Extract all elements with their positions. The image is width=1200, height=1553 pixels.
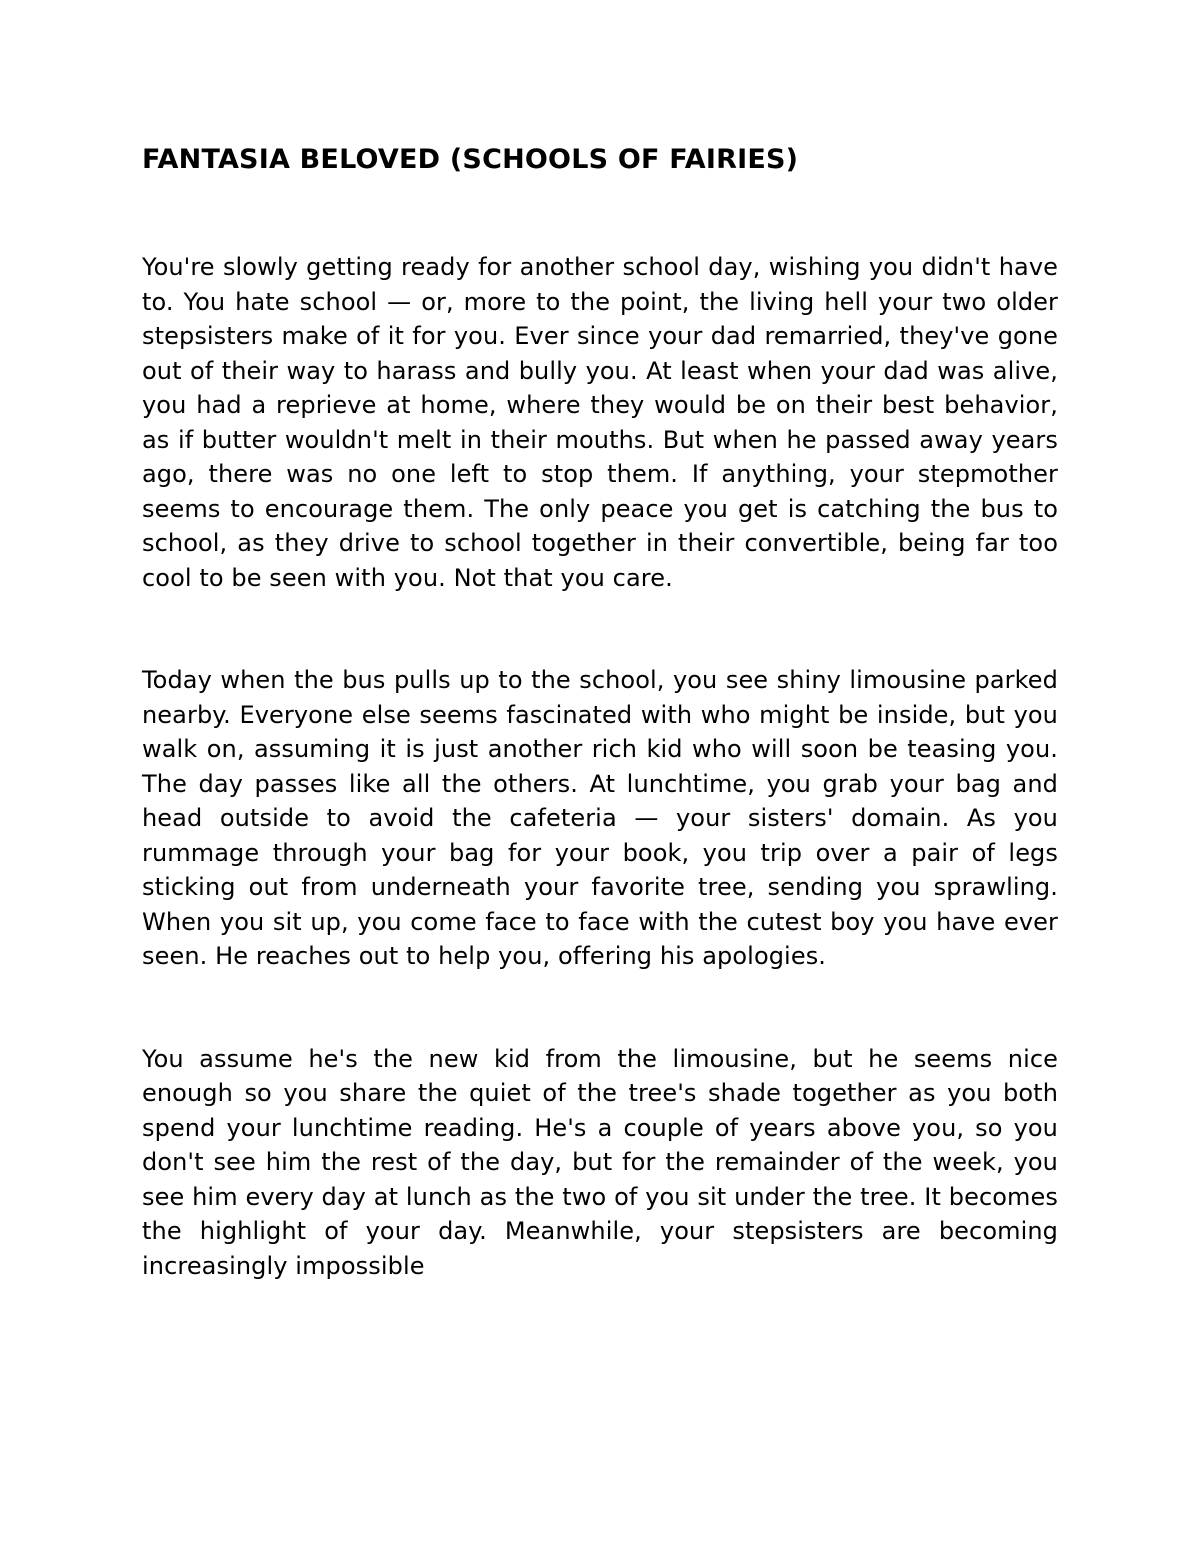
paragraph-3: You assume he's the new kid from the limousine, but he seems nice enough so you share the quiet of the tree's shade together as you both spend your lunchtime reading. He's a couple of years above you, so you don't see him the rest of the day, but for the remainder of the week, you see him every day at lunch as the two of you sit under the tree. It becomes the highlight of your day. Meanwhile, your stepsisters are becoming increasingly impossible [142,1044,1058,1280]
paragraph-2: Today when the bus pulls up to the school, you see shiny limousine parked nearby. Everyone else seems fascinated with who might be inside, but you walk on, assuming it is just another rich kid who will soon be teasing you. The day passes like all the others. At lunchtime, you grab your bag and head outside to avoid the cafeteria — your sisters' domain. As you rummage through your bag for your book, you trip over a pair of legs sticking out from underneath your favorite tree, sending you sprawling. When you sit up, you come face to face with the cutest boy you have ever seen. He reaches out to help you, offering his apologies. [142,666,1058,970]
document-title: FANTASIA BELOVED (SCHOOLS OF FAIRIES) [142,144,799,175]
paragraph-1: You're slowly getting ready for another school day, wishing you didn't have to. You hate school — or, more to the point, the living hell your two older stepsisters make of it for you. Ever since your dad remarried, they've gone out of their way to harass and bully you. At least when your dad was alive, you had a reprieve at home, where they would be on their best behavior, as if butter wouldn't melt in their mouths. But when he passed away years ago, there was no one left to stop them. If anything, your stepmother seems to encourage them. The only peace you get is catching the bus to school, as they drive to school together in their convertible, being far too cool to be seen with you. Not that you care. [142,253,1058,592]
document-body [142,140,1058,1283]
